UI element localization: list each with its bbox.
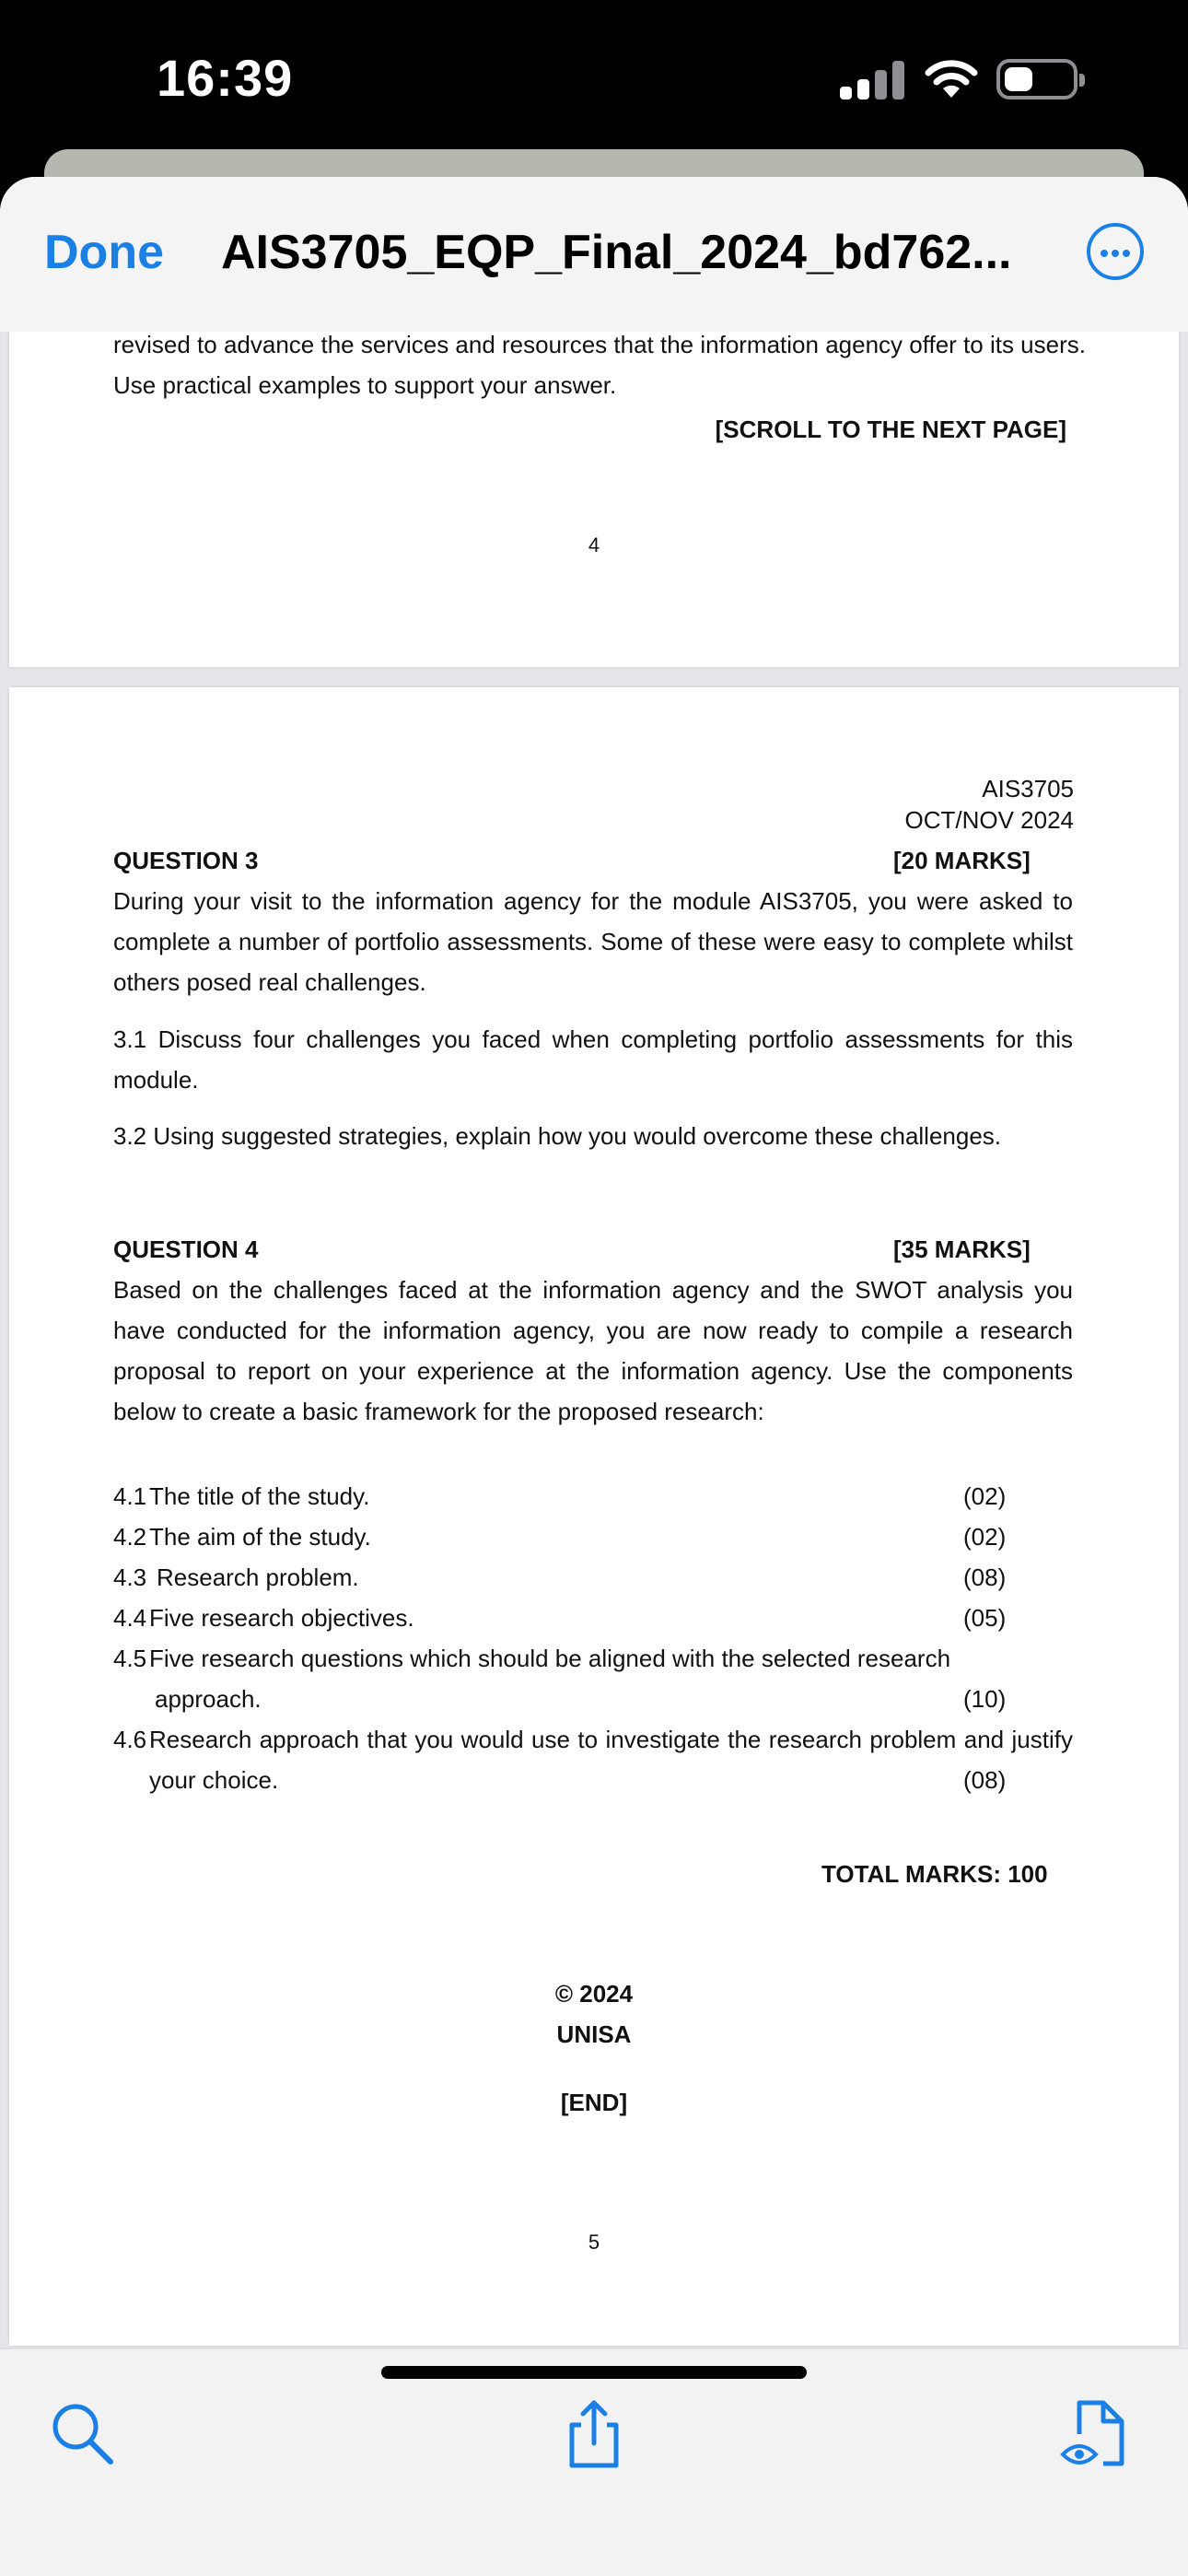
- pdf-page-5: [9, 687, 1179, 2346]
- question-4-intro: Based on the challenges faced at the information agency and the SWOT analysis you have conducted for the information agency, you are now ready to compile a research proposal to report on your experience at the information agency. Use the components below to create a basic framework for the proposed research:: [113, 1276, 1073, 1425]
- home-indicator[interactable]: [381, 2366, 807, 2379]
- total-marks: TOTAL MARKS: 100: [821, 1860, 1048, 1888]
- question-3-heading: QUESTION 3: [113, 847, 259, 874]
- item-text: The aim of the study.: [149, 1523, 371, 1551]
- nav-bar: [0, 177, 1188, 334]
- share-icon[interactable]: [557, 2397, 631, 2471]
- item-number: 4.3: [113, 1563, 147, 1591]
- question-4-heading: QUESTION 4: [113, 1235, 259, 1263]
- page-number: 4: [588, 533, 600, 556]
- item-marks: (02): [963, 1482, 1007, 1510]
- battery-icon: [996, 59, 1077, 100]
- item-number: 4.5: [113, 1645, 147, 1672]
- document-area[interactable]: [0, 332, 1188, 2348]
- item-text: Five research objectives.: [149, 1604, 414, 1632]
- scroll-note: [SCROLL TO THE NEXT PAGE]: [715, 416, 1066, 443]
- item-text-continued: your choice.: [149, 1766, 279, 1794]
- done-button[interactable]: Done: [44, 226, 164, 279]
- document-viewer-sheet: [0, 177, 1188, 2576]
- page4-text-line: revised to advance the services and resources that the information agency offer to its users.: [113, 332, 1086, 358]
- item-text-continued: approach.: [155, 1685, 262, 1713]
- exam-session: OCT/NOV 2024: [904, 806, 1074, 834]
- bottom-toolbar: [0, 2348, 1188, 2576]
- item-text: The title of the study.: [149, 1482, 370, 1510]
- item-number: 4.1: [113, 1482, 147, 1510]
- end-marker: [END]: [560, 2089, 628, 2116]
- item-number: 4.4: [113, 1604, 147, 1632]
- item-marks: (08): [963, 1766, 1007, 1794]
- pdf-page-4: [9, 332, 1179, 667]
- institution: UNISA: [556, 2020, 632, 2048]
- status-time: 16:39: [157, 49, 294, 107]
- copyright: © 2024: [554, 1980, 634, 2008]
- question-3-1: 3.1 Discuss four challenges you faced when completing portfolio assessments for this module.: [113, 1025, 1073, 1094]
- document-title: AIS3705_EQP_Final_2024_bd762...: [221, 226, 1012, 279]
- question-3-intro: During your visit to the information agency for the module AIS3705, you were asked to complete a number of portfolio assessments. Some of these were easy to complete whilst others posed real challenges.: [113, 887, 1073, 996]
- item-marks: (10): [963, 1685, 1007, 1713]
- item-marks: (05): [963, 1604, 1007, 1632]
- item-marks: (08): [963, 1563, 1007, 1591]
- item-text: Five research questions which should be aligned with the selected research: [149, 1645, 951, 1672]
- question-3-2: 3.2 Using suggested strategies, explain how you would overcome these challenges.: [113, 1122, 1002, 1150]
- course-code: AIS3705: [982, 775, 1074, 802]
- item-marks: (02): [963, 1523, 1007, 1551]
- search-icon[interactable]: [46, 2397, 120, 2471]
- item-text: Research problem.: [157, 1563, 359, 1591]
- page-number: 5: [588, 2231, 600, 2254]
- item-number: 4.6: [113, 1726, 147, 1753]
- wifi-icon: [924, 57, 979, 100]
- item-text: Research approach that you would use to investigate the research problem and justify: [149, 1726, 1073, 1753]
- question-3-marks: [20 MARKS]: [893, 847, 1031, 874]
- status-bar: [0, 0, 1188, 147]
- page4-text-line: Use practical examples to support your answer.: [113, 371, 617, 399]
- ellipsis-circle-icon[interactable]: [1087, 223, 1144, 280]
- question-4-marks: [35 MARKS]: [893, 1235, 1031, 1263]
- item-number: 4.2: [113, 1523, 147, 1551]
- cellular-signal-icon: [840, 61, 904, 100]
- document-eye-icon[interactable]: [1059, 2397, 1133, 2471]
